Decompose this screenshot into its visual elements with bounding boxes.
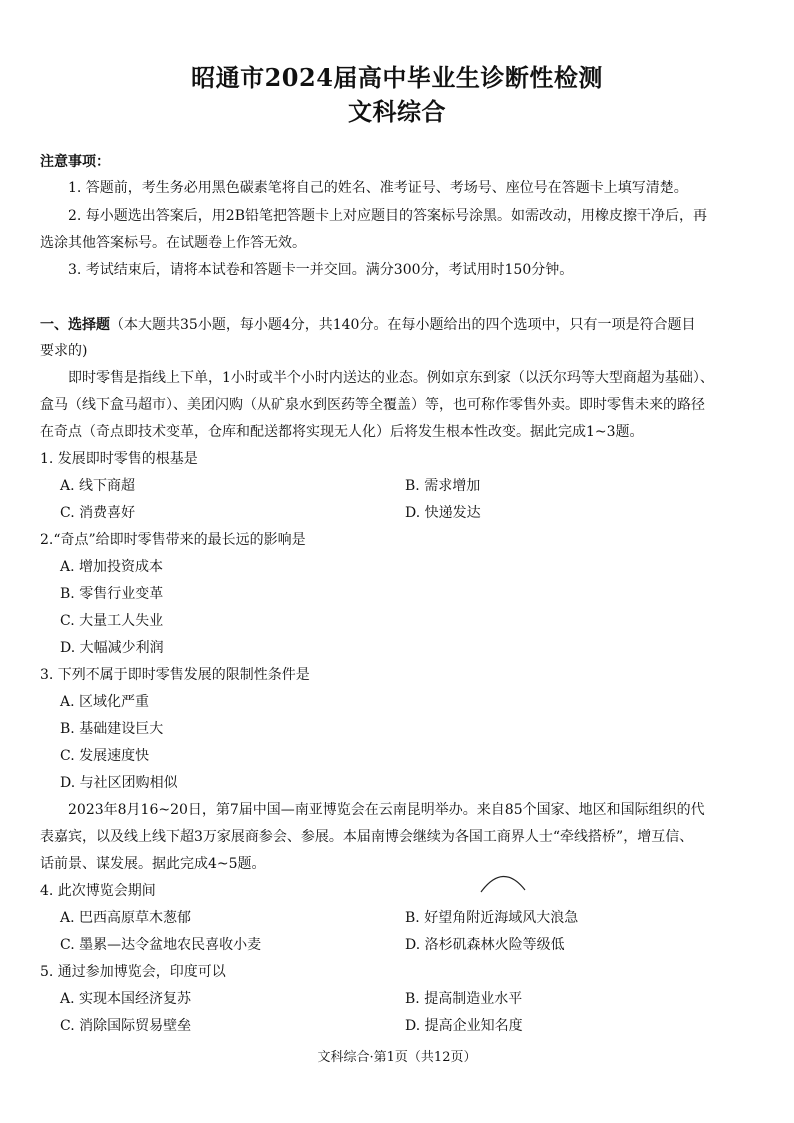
q1-option-a: A. 线下商超 [60,478,136,494]
page-footer: 文科综合·第1页（共12页） [317,1050,477,1065]
question-5-stem: 5. 通过参加博览会，印度可以 [40,964,226,980]
passage-1-line: 盒马（线下盒马超市）、美团闪购（从矿泉水到医药等全覆盖）等，也可称作零售外卖。即时零售未来的路径 [40,397,705,413]
passage-2-line: 2023年8月16~20日，第7届中国—南亚博览会在云南昆明举办。来自85个国家、地区和国际组织的代 [68,802,705,818]
q5-option-a: A. 实现本国经济复苏 [60,991,192,1007]
exam-title: 昭通市2024届高中毕业生诊断性检测 [191,63,603,92]
section-instructions-cont: 要求的) [40,343,88,359]
question-3-stem: 3. 下列不属于即时零售发展的限制性条件是 [40,667,310,683]
exam-subject: 文科综合 [348,97,446,126]
q2-option-a: A. 增加投资成本 [60,559,164,575]
pen-arc-mark [478,866,528,896]
q1-option-b: B. 需求增加 [405,478,481,494]
q4-option-b: B. 好望角附近海域风大浪急 [405,910,579,926]
section-title: 一、选择题 [40,317,110,333]
q3-option-d: D. 与社区团购相似 [60,775,178,791]
q2-option-d: D. 大幅减少利润 [60,640,164,656]
q5-option-c: C. 消除国际贸易壁垒 [60,1018,192,1034]
question-4-stem: 4. 此次博览会期间 [40,883,156,899]
q2-option-b: B. 零售行业变革 [60,586,164,602]
q5-option-d: D. 提高企业知名度 [405,1018,523,1034]
q1-option-c: C. 消费喜好 [60,505,136,521]
q4-option-a: A. 巴西高原草木葱郁 [60,910,192,926]
q3-option-c: C. 发展速度快 [60,748,150,764]
note-item-2-cont: 选涂其他答案标号。在试题卷上作答无效。 [40,235,306,251]
note-item-1: 1. 答题前，考生务必用黑色碳素笔将自己的姓名、准考证号、考场号、座位号在答题卡上填写清楚。 [68,180,688,196]
section-instructions: （本大题共35小题，每小题4分，共140分。在每小题给出的四个选项中，只有一项是符合题目 [110,317,696,333]
q3-option-a: A. 区域化严重 [60,694,150,710]
passage-1-line: 在奇点（奇点即技术变革，仓库和配送都将实现无人化）后将发生根本性改变。据此完成1~3题。 [40,424,644,440]
passage-1-line: 即时零售是指线上下单，1小时或半个小时内送达的业态。例如京东到家（以沃尔玛等大型商超为基础）、 [68,370,714,386]
q1-option-d: D. 快递发达 [405,505,481,521]
passage-2-line: 话前景、谋发展。据此完成4~5题。 [40,856,266,872]
q5-option-b: B. 提高制造业水平 [405,991,523,1007]
note-item-3: 3. 考试结束后，请将本试卷和答题卡一并交回。满分300分，考试用时150分钟。 [68,262,574,278]
note-item-2: 2. 每小题选出答案后，用2B铅笔把答题卡上对应题目的答案标号涂黑。如需改动，用橡皮擦干净后，再 [68,208,708,224]
q4-option-c: C. 墨累—达令盆地农民喜收小麦 [60,937,262,953]
q2-option-c: C. 大量工人失业 [60,613,164,629]
q3-option-b: B. 基础建设巨大 [60,721,164,737]
question-1-stem: 1. 发展即时零售的根基是 [40,451,198,467]
notes-heading: 注意事项： [40,154,110,170]
section-heading [40,315,695,335]
passage-2-line: 表嘉宾，以及线上线下超3万家展商参会、参展。本届南博会继续为各国工商界人士“牵线搭桥”，增互信、 [40,829,694,845]
question-2-stem: 2.“奇点”给即时零售带来的最长远的影响是 [40,532,306,548]
q4-option-d: D. 洛杉矶森林火险等级低 [405,937,565,953]
